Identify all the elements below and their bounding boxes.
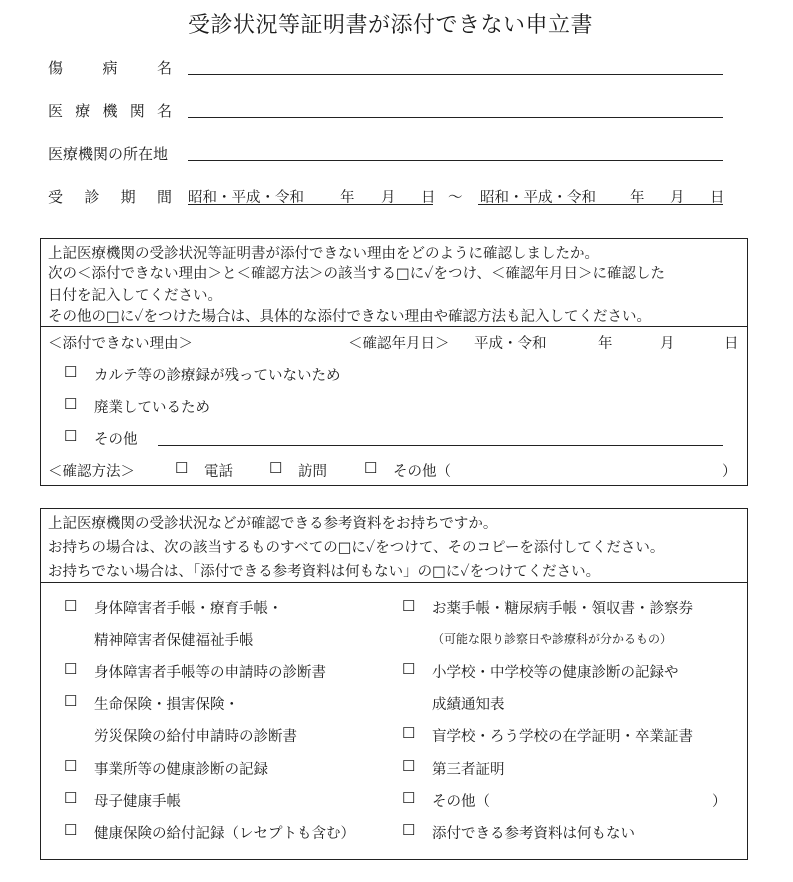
- reference-label: 盲学校・ろう学校の在学証明・卒業証書: [432, 729, 693, 745]
- reference-label: 健康保険の給付記録（レセプトも含む）: [94, 826, 355, 842]
- period-start-year: 年: [340, 190, 355, 206]
- reason-label: その他: [94, 432, 138, 448]
- confirm-date-header: ＜確認年月日＞: [348, 336, 450, 352]
- reference-label: お薬手帳・糖尿病手帳・領収書・診察券: [432, 601, 693, 617]
- disease-name-underline: [188, 74, 723, 75]
- reason-checkbox[interactable]: ☐: [64, 427, 78, 445]
- reference-checkbox[interactable]: ☐: [64, 660, 78, 678]
- page-title: 受診状況等証明書が添付できない申立書: [188, 13, 594, 38]
- instruction-line: お持ちの場合は、次の該当するものすべての□に✓をつけて、そのコピーを添付してください。: [48, 540, 665, 556]
- reference-label: 精神障害者保健福祉手帳: [94, 633, 254, 649]
- instruction-line: お持ちでない場合は、「添付できる参考資料は何もない」の□に✓をつけてください。: [48, 564, 601, 580]
- label-char: 名: [156, 102, 172, 120]
- reason-label: カルテ等の診療録が残っていないため: [94, 368, 341, 384]
- instruction-line: 日付を記入してください。: [48, 288, 222, 304]
- period-tilde: 〜: [448, 190, 463, 206]
- method-option-label: 電話: [204, 464, 233, 480]
- reason-checkbox[interactable]: ☐: [64, 395, 78, 413]
- period-start-day: 日: [421, 190, 436, 206]
- label-char: 間: [156, 188, 172, 206]
- period-start-era[interactable]: 昭和・平成・令和: [188, 190, 304, 206]
- method-checkbox[interactable]: ☐: [175, 459, 189, 477]
- reference-checkbox[interactable]: ☐: [402, 724, 416, 742]
- label-char: 傷: [48, 59, 64, 77]
- reason-other-underline: [158, 445, 723, 446]
- confirm-date-day: 日: [724, 336, 739, 352]
- confirm-date-month: 月: [660, 336, 675, 352]
- reason-other-field[interactable]: [158, 422, 723, 446]
- reference-label: 労災保険の給付申請時の診断書: [94, 729, 297, 745]
- reference-label: 第三者証明: [432, 762, 505, 778]
- section-divider: [40, 582, 748, 583]
- disease-name-field[interactable]: [188, 51, 723, 75]
- reference-label: 小学校・中学校等の健康診断の記録や: [432, 665, 679, 681]
- period-end-era[interactable]: 昭和・平成・令和: [480, 190, 596, 206]
- method-close-paren: ）: [722, 464, 737, 480]
- reference-label: 事業所等の健康診断の記録: [94, 762, 268, 778]
- institution-address-label: 医療機関の所在地: [48, 145, 169, 163]
- label-char: 受: [48, 188, 64, 206]
- disease-name-label: [48, 57, 172, 78]
- label-char: 療: [75, 102, 91, 120]
- institution-address-field[interactable]: [188, 137, 723, 161]
- method-option-label: その他（: [393, 464, 451, 480]
- reference-label: 身体障害者手帳等の申請時の診断書: [94, 665, 326, 681]
- reason-checkbox[interactable]: ☐: [64, 363, 78, 381]
- reference-other-field[interactable]: [500, 784, 710, 808]
- section-divider: [40, 326, 748, 327]
- reference-label: 生命保険・損害保険・: [94, 697, 239, 713]
- instruction-line: その他の□に✓をつけた場合は、具体的な添付できない理由や確認方法も記入してください。: [48, 309, 652, 325]
- reason-label: 廃業しているため: [94, 400, 210, 416]
- reference-checkbox[interactable]: ☐: [64, 789, 78, 807]
- reference-checkbox[interactable]: ☐: [402, 757, 416, 775]
- label-char: 機: [102, 102, 118, 120]
- confirm-date-era[interactable]: 平成・令和: [474, 336, 547, 352]
- label-char: 診: [84, 188, 100, 206]
- instruction-line: 上記医療機関の受診状況などが確認できる参考資料をお持ちですか。: [48, 516, 498, 532]
- period-start-month: 月: [381, 190, 396, 206]
- reference-checkbox[interactable]: ☐: [64, 757, 78, 775]
- period-end-underline: [478, 204, 723, 205]
- period-end-month: 月: [670, 190, 685, 206]
- institution-name-field[interactable]: [188, 94, 723, 118]
- institution-address-underline: [188, 160, 723, 161]
- label-char: 関: [129, 102, 145, 120]
- institution-name-label: [48, 100, 172, 121]
- institution-name-underline: [188, 117, 723, 118]
- reason-header: ＜添付できない理由＞: [48, 336, 193, 352]
- reference-checkbox[interactable]: ☐: [64, 821, 78, 839]
- reference-checkbox[interactable]: ☐: [402, 789, 416, 807]
- reference-checkbox[interactable]: ☐: [402, 660, 416, 678]
- reference-label: 身体障害者手帳・療育手帳・: [94, 601, 283, 617]
- label-char: 名: [156, 59, 172, 77]
- reference-checkbox[interactable]: ☐: [64, 597, 78, 615]
- label-char: 期: [120, 188, 136, 206]
- instruction-line: 上記医療機関の受診状況等証明書が添付できない理由をどのように確認しましたか。: [48, 246, 599, 262]
- confirm-date-year: 年: [598, 336, 613, 352]
- instruction-line: 次の＜添付できない理由＞と＜確認方法＞の該当する□に✓をつけ、＜確認年月日＞に確認した: [48, 266, 665, 282]
- period-start-underline: [188, 204, 433, 205]
- label-char: 医: [48, 102, 64, 120]
- reference-close-paren: ）: [712, 794, 727, 810]
- reference-checkbox[interactable]: ☐: [64, 692, 78, 710]
- reference-label: 添付できる参考資料は何もない: [432, 826, 635, 842]
- reference-label: 母子健康手帳: [94, 794, 181, 810]
- reference-checkbox[interactable]: ☐: [402, 597, 416, 615]
- method-checkbox[interactable]: ☐: [269, 459, 283, 477]
- period-end-year: 年: [630, 190, 645, 206]
- label-char: 病: [102, 59, 118, 77]
- period-end-day: 日: [710, 190, 725, 206]
- reference-note: （可能な限り診察日や診療科が分かるもの）: [432, 632, 673, 646]
- method-label: ＜確認方法＞: [48, 464, 135, 480]
- visit-period-label: [48, 186, 172, 207]
- method-other-field[interactable]: [462, 455, 720, 479]
- reference-label: 成績通知表: [432, 697, 505, 713]
- method-checkbox[interactable]: ☐: [364, 459, 378, 477]
- method-option-label: 訪問: [298, 464, 327, 480]
- reference-checkbox[interactable]: ☐: [402, 821, 416, 839]
- reference-label: その他（: [432, 794, 490, 810]
